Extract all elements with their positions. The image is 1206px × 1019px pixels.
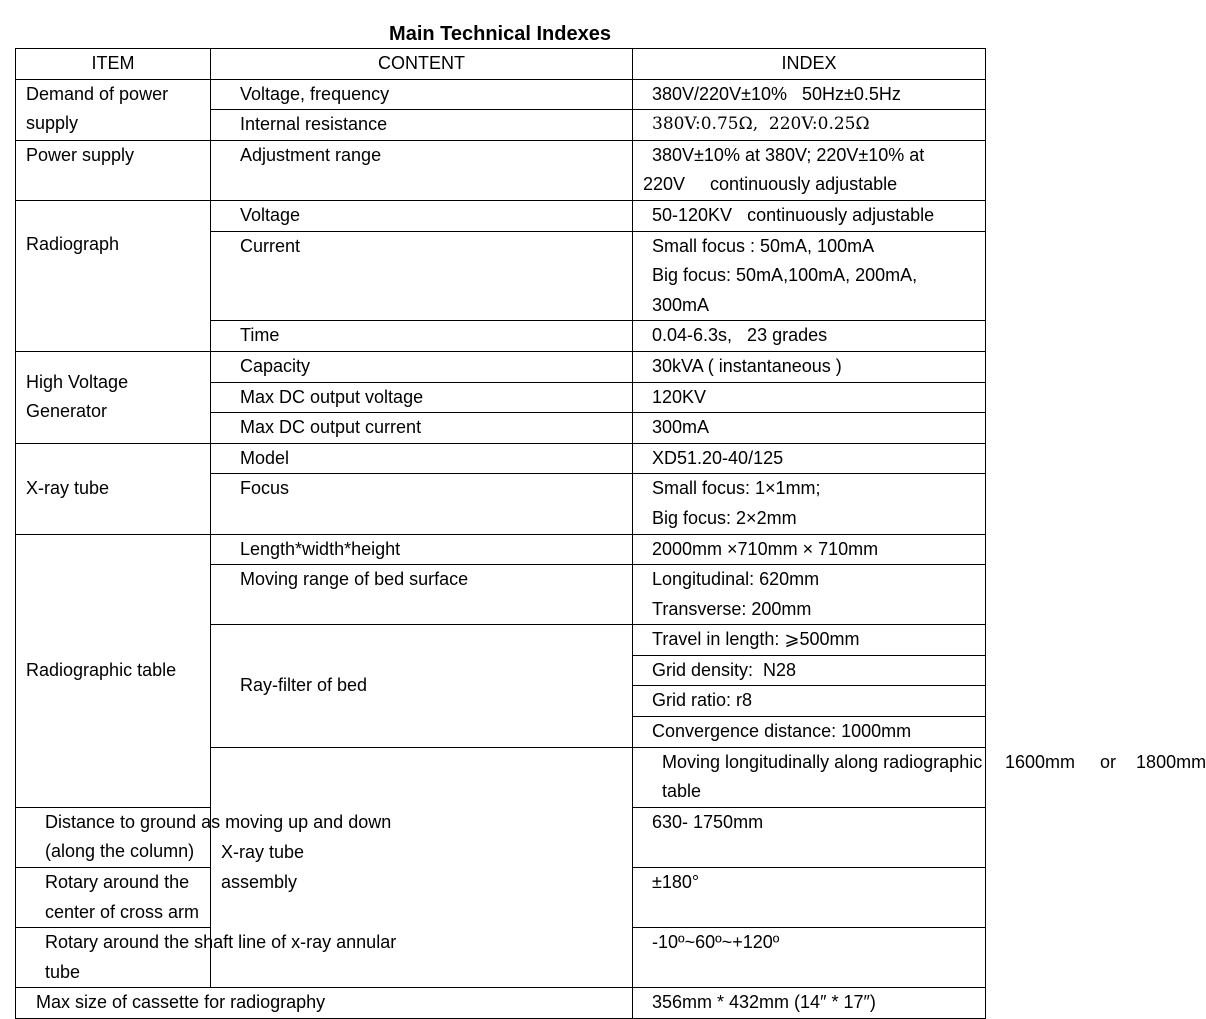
item-line: X-ray tube (221, 841, 305, 862)
content-cell: Max DC output voltage (211, 382, 633, 413)
index-cell: XD51.20-40/125 (633, 443, 986, 474)
index-cell: 0.04-6.3s, 23 grades (633, 321, 986, 352)
content-cell: Capacity (211, 351, 633, 382)
index-cell: Grid ratio: r8 (633, 686, 986, 717)
index-line: 220V continuously adjustable (643, 174, 898, 195)
table-row (16, 140, 986, 200)
table-row (16, 534, 986, 565)
item-high-voltage-generator (16, 351, 211, 443)
index-cell: -10º~60º~+120º (633, 928, 986, 988)
item-line: supply (26, 113, 79, 134)
index-line: 380V±10% at 380V; 220V±10% at (652, 144, 925, 165)
index-line: Big focus: 50mA,100mA, 200mA, (652, 265, 918, 286)
content-cell: Adjustment range (211, 140, 633, 200)
content-line: (along the column) (45, 841, 195, 862)
table-row (16, 443, 986, 474)
index-cell (633, 140, 986, 200)
content-cell: Time (211, 321, 633, 352)
index-line: Transverse: 200mm (652, 598, 812, 619)
table-row (16, 351, 986, 382)
content-cell: Ray-filter of bed (211, 625, 633, 747)
index-cell: Travel in length: ⩾500mm (633, 625, 986, 656)
content-cell (633, 747, 986, 807)
table-row: X-ray tube assembly Moving longitudinally along radiographic table 1600mm or 1800mm (16, 747, 986, 807)
index-line: Longitudinal: 620mm (652, 569, 820, 590)
content-cell (16, 928, 397, 988)
index-cell: Grid density: N28 (633, 655, 986, 686)
table-row (16, 200, 986, 231)
item-xray-tube: X-ray tube (16, 443, 211, 534)
content-cell: Focus (211, 474, 633, 534)
table-row (16, 79, 986, 110)
item-radiographic-table: Radiographic table (16, 534, 211, 807)
index-line: Small focus : 50mA, 100mA (652, 235, 875, 256)
item-demand-of-power-supply (16, 79, 211, 140)
content-cell: Moving range of bed surface (211, 565, 633, 625)
content-cell: Voltage (211, 200, 633, 231)
index-line: Small focus: 1×1mm; (652, 478, 821, 499)
index-cell: 630- 1750mm (633, 807, 986, 867)
content-cell: Rotary around the center of cross arm (16, 868, 211, 928)
content-line: Distance to ground as moving up and down (45, 811, 392, 832)
content-cell: Current (211, 231, 633, 321)
content-cell: Length*width*height (211, 534, 633, 565)
item-line: Demand of power (26, 83, 169, 104)
index-cell: 2000mm ×710mm × 710mm (633, 534, 986, 565)
content-cell: Max DC output current (211, 413, 633, 444)
content-line: tube (45, 961, 81, 982)
content-line: table (662, 781, 702, 802)
table-row (16, 988, 986, 1019)
index-cell (633, 474, 986, 534)
index-cell: Convergence distance: 1000mm (633, 717, 986, 748)
index-cell: ±180° (633, 868, 986, 928)
index-cell: 300mA (633, 413, 986, 444)
content-line: Moving longitudinally along radiographic (662, 751, 983, 772)
content-cell: Internal resistance (211, 110, 633, 141)
header-item: ITEM (16, 49, 211, 80)
item-line: Generator (26, 401, 108, 422)
index-cell (633, 565, 986, 625)
index-line: 300mA (652, 294, 710, 315)
table-header-row (16, 49, 986, 80)
index-cell (633, 231, 986, 321)
index-cell: 380V:0.75Ω, 220V:0.25Ω (633, 110, 986, 141)
cassette-label-cell: Max size of cassette for radiography (16, 988, 633, 1019)
technical-indexes-table (15, 48, 1206, 1019)
item-line: High Voltage (26, 371, 129, 392)
index-cell: 120KV (633, 382, 986, 413)
index-cell: 50-120KV continuously adjustable (633, 200, 986, 231)
header-content: CONTENT (211, 49, 633, 80)
index-cell: 356mm * 432mm (14″ * 17″) (633, 988, 986, 1019)
index-line: Big focus: 2×2mm (652, 507, 797, 528)
item-line: assembly (221, 871, 298, 892)
item-power-supply: Power supply (16, 140, 211, 200)
content-cell: Model (211, 443, 633, 474)
header-index: INDEX (633, 49, 986, 80)
content-line: Rotary around the shaft line of x-ray annular (45, 932, 397, 953)
page-title: Main Technical Indexes (389, 23, 611, 45)
index-cell: 30kVA ( instantaneous ) (633, 351, 986, 382)
content-cell: Voltage, frequency (211, 79, 633, 110)
index-cell: 380V/220V±10% 50Hz±0.5Hz (633, 79, 986, 110)
item-radiograph: Radiograph (16, 200, 211, 351)
